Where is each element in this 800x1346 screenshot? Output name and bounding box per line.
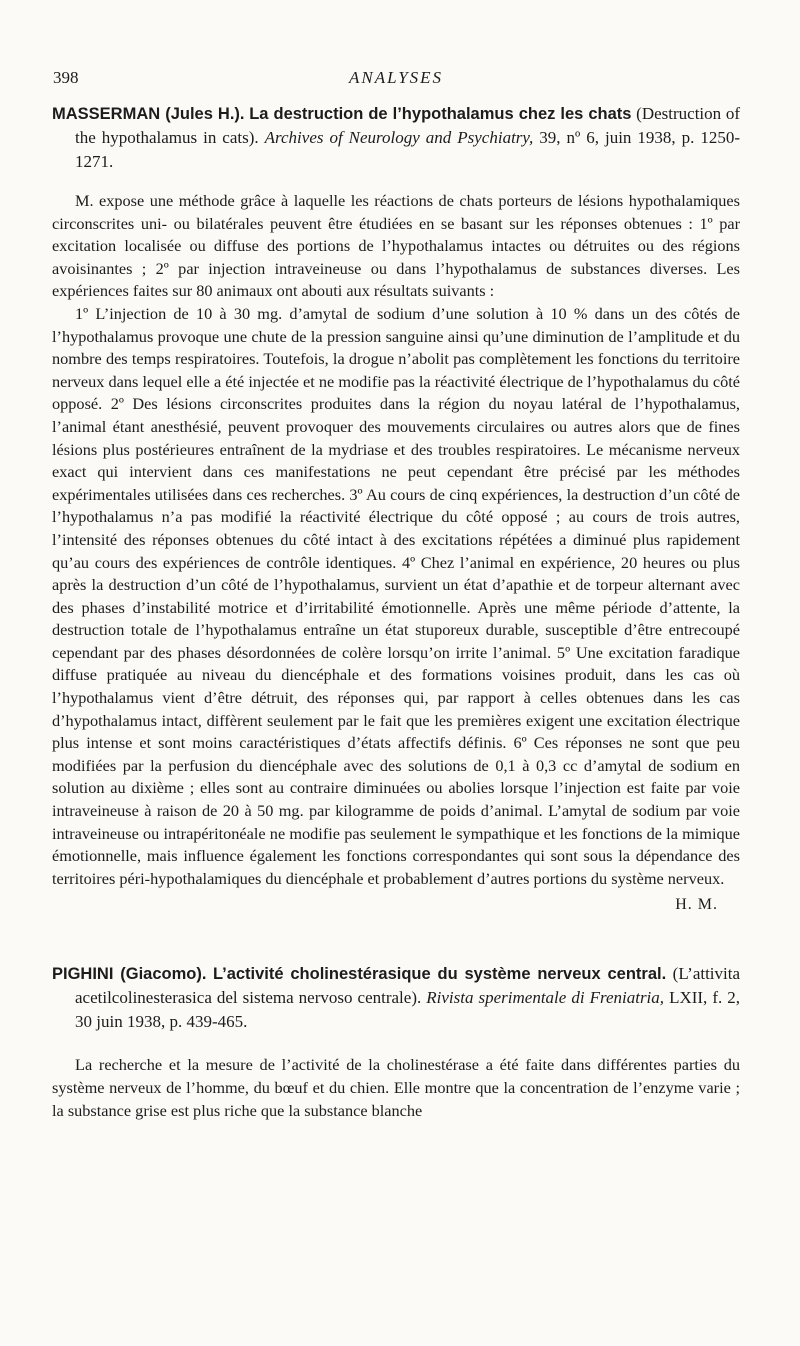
running-head	[52, 68, 740, 96]
author-name: PIGHINI (Giacomo).	[52, 965, 207, 984]
bibliographic-reference	[52, 962, 740, 1034]
reviewer-signature: H. M.	[675, 896, 718, 914]
paragraph: 1º L’injection de 10 à 30 mg. d’amytal de sodium d’une solution à 10 % dans un des côtés de l’hypothalamus provoque une chute de la pression sanguine ainsi qu’une diminution de l’amplitude et du nombre des temps respiratoires. Toutefois, la drogue n’abolit pas complètement les fonctions du territoire nerveux dans lequel elle a été injectée et ne modifie pas la réactivité électrique de l’hypothalamus du côté opposé. 2º Des lésions circonscrites produites dans la région du noyau latéral de l’hypothalamus, l’animal étant anesthésié, peuvent provoquer des mouvements circulaires ou autres alors que de fines lésions plus postérieures entraînent de la mydriase et des troubles respiratoires. Le mécanisme nerveux exact qui intervient dans ces manifestations ne peut cependant être précisé par les méthodes expérimentales utilisées dans ces recherches. 3º Au cours de cinq expériences, la destruction d’un côté de l’hypothalamus n’a pas modifié la réactivité électrique du côté opposé ; au cours de trois autres, l’intensité des réponses obtenues du côté intact à des excitations répétées a diminué plus rapidement qu’au cours des expériences de contrôle identiques. 4º Chez l’animal en expérience, 20 heures ou plus après la destruction d’un côté de l’hypothalamus, survient un état d’apathie et de torpeur alternant avec des phases d’instabilité motrice et d’irritabilité émotionnelle. Après une même période d’attente, la destruction totale de l’hypothalamus entraîne un état stuporeux durable, susceptible d’être entrecoupé cependant par des phases désordonnées de colère lorsqu’on irrite l’animal. 5º Une excitation faradique diffuse pratiquée au niveau du diencéphale et des formations voisines produit, dans les cas où l’hypothalamus vient d’être détruit, des réponses qui, par rapport à celles obtenues dans les cas d’hypothalamus intact, diffèrent seulement par le fait que les premières exigent une excitation électrique plus intense et sont moins caractéristiques d’états affectifs définis. 6º Ces réponses ne sont que peu modifiées par la perfusion du diencéphale avec des solutions de 0,1 à 0,3 cc d’amytal de sodium en solution au dixième ; elles sont au contraire diminuées ou abolies lorsque l’injection est faite par voie intraveineuse à raison de 20 à 50 mg. par kilogramme de poids d’animal. L’amytal de sodium par voie intraveineuse ou intrapéritonéale ne modifie pas seulement le sympathique et les fonctions de la mimique émotionnelle, mais influence également les fonctions correspondantes qui sont sous la dépendance des territoires péri-hypothalamiques du diencéphale et probablement d’autres portions du système nerveux.	[52, 303, 740, 888]
article-title: L’activité cholinestérasique du système nerveux central.	[212, 965, 667, 984]
citation-details: LXII, f. 2, 30 juin 1938, p. 439-465.	[75, 988, 740, 1032]
article-title: La destruction de l’hypothalamus chez les chats	[249, 105, 632, 123]
journal-name: Rivista sperimentale di Freniatria,	[426, 988, 665, 1008]
review-body	[52, 190, 740, 890]
journal-name: Archives of Neurology and Psychiatry,	[264, 128, 534, 147]
author-name: MASSERMAN (Jules H.).	[52, 105, 245, 123]
bibliographic-reference	[52, 102, 740, 174]
paragraph: La recherche et la mesure de l’activité de la cholinestérase a été faite dans différentes parties du système nerveux de l’homme, du bœuf et du chien. Elle montre que la concentration de l’enzyme varie ; la substance grise est plus riche que la substance blanche	[52, 1055, 740, 1120]
paragraph: M. expose une méthode grâce à laquelle les réactions de chats porteurs de lésions hypothalamiques circonscrites uni- ou bilatérales peuvent être étudiées en se basant sur les réponses obtenues : 1º par excitation localisée ou diffuse des portions de l’hypothalamus intactes ou détruites ou des régions avoisinantes ; 2º par injection intraveineuse ou dans l’hypothalamus de substances diverses. Les expériences faites sur 80 animaux ont abouti aux résultats suivants :	[52, 191, 740, 301]
original-title: (Destruction of the hypothalamus in cats).	[75, 104, 741, 147]
section-title: ANALYSES	[348, 68, 444, 87]
review-body	[52, 1054, 740, 1122]
review-entry-masserman	[52, 102, 740, 914]
review-entry-pighini	[52, 962, 740, 1122]
citation-details: 39, nº 6, juin 1938, p. 1250-1271.	[75, 128, 741, 171]
page	[52, 68, 740, 1122]
original-title: (L’attivita acetilcolinesterasica del sistema nervoso centrale).	[75, 964, 741, 1008]
page-number: 398	[53, 68, 79, 87]
